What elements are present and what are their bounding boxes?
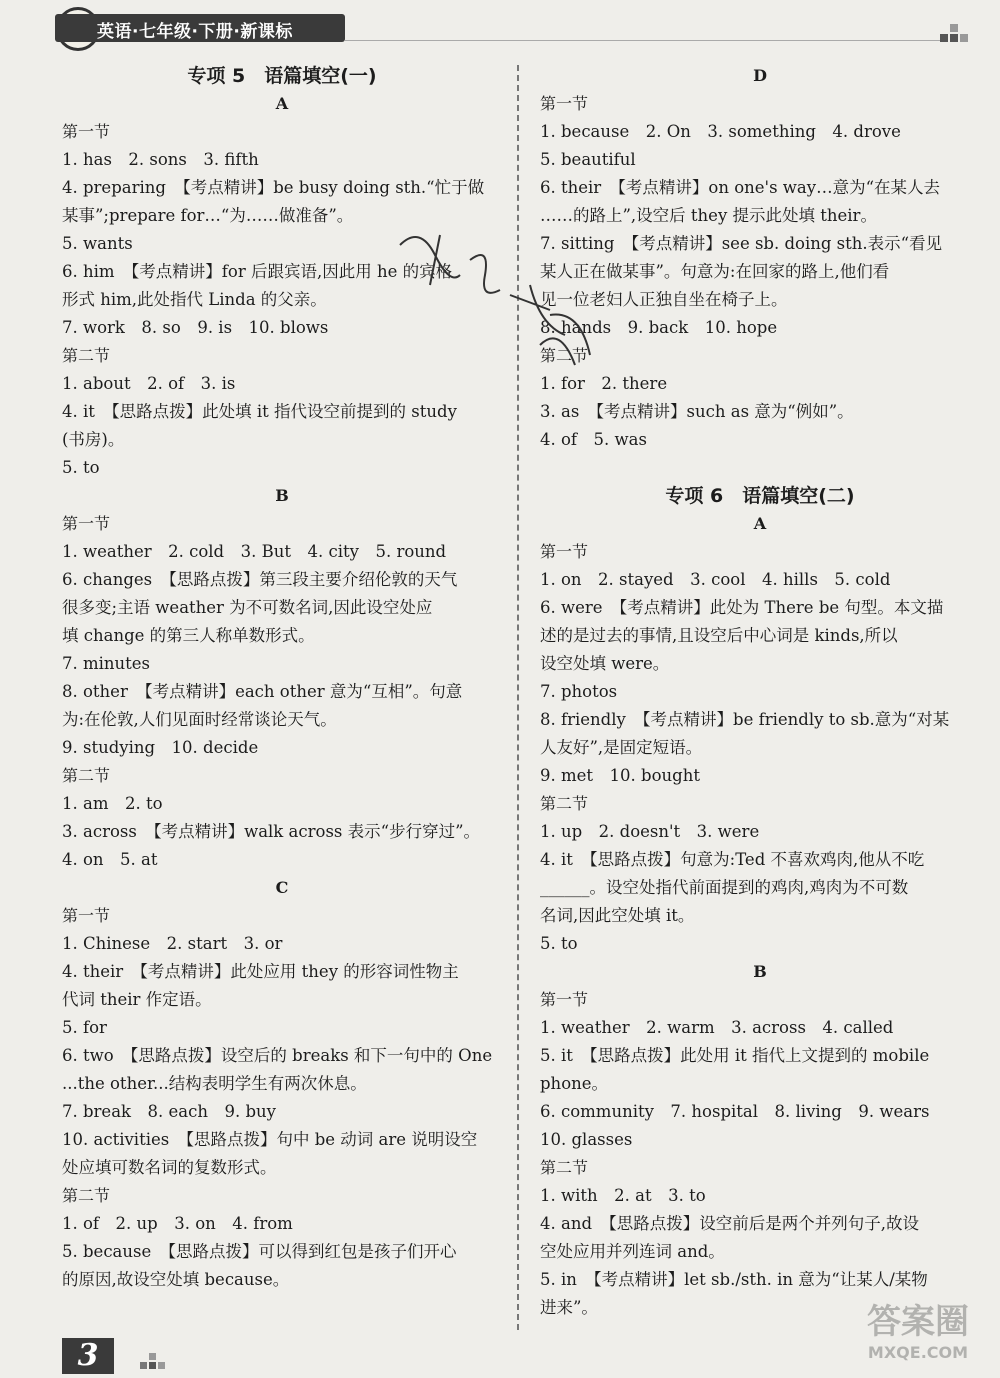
watermark-logo-text: 答案圈	[867, 1302, 969, 1342]
passage-letter: B	[753, 962, 767, 981]
part-heading: 第二节	[540, 1158, 589, 1177]
answer-line: 4. of 5. was	[540, 430, 647, 449]
answer-line: 1. on 2. stayed 3. cool 4. hills 5. cold	[540, 570, 891, 589]
answer-line: 述的是过去的事情,且设空后中心词是 kinds,所以	[540, 626, 898, 645]
answer-line: 5. wants	[62, 234, 133, 253]
answer-line: 1. for 2. there	[540, 374, 668, 393]
answer-line: 见一位老妇人正独自坐在椅子上。	[540, 290, 788, 309]
answer-line: 的原因,故设空处填 because。	[62, 1270, 290, 1289]
part-heading: 第一节	[62, 906, 111, 925]
answer-line: 8. other 【考点精讲】each other 意为“互相”。句意	[62, 682, 463, 701]
answer-line: 1. up 2. doesn't 3. were	[540, 822, 760, 841]
answer-line: 3. across 【考点精讲】walk across 表示“步行穿过”。	[62, 822, 481, 841]
answer-line: 4. on 5. at	[62, 850, 158, 869]
answer-line: 7. sitting 【考点精讲】see sb. doing sth.表示“看见	[540, 234, 943, 253]
page-number: 3	[62, 1338, 114, 1374]
handwriting-scribble	[390, 215, 610, 375]
answer-line: 5. because 【思路点拨】可以得到红包是孩子们开心	[62, 1242, 457, 1261]
answer-line: 1. weather 2. cold 3. But 4. city 5. round	[62, 542, 447, 561]
answer-line: 3. as 【考点精讲】such as 意为“例如”。	[540, 402, 854, 421]
answer-line: 10. activities 【思路点拨】句中 be 动词 are 说明设空	[62, 1130, 478, 1149]
answer-line: 很多变;主语 weather 为不可数名词,因此设空处应	[62, 598, 433, 617]
passage-letter: D	[753, 66, 767, 85]
answer-line: ……的路上”,设空后 they 提示此处填 their。	[540, 206, 877, 225]
answer-line: 5. beautiful	[540, 150, 636, 169]
part-heading: 第二节	[62, 766, 111, 785]
spacer	[540, 454, 980, 482]
part-heading: 第二节	[62, 346, 111, 365]
answer-line: ...the other...结构表明学生有两次休息。	[62, 1074, 367, 1093]
answer-line: phone。	[540, 1074, 609, 1093]
section-title: 专项 6 语篇填空(二)	[665, 485, 855, 507]
answer-line: 5. for	[62, 1018, 107, 1037]
answer-line: 9. met 10. bought	[540, 766, 700, 785]
answer-line: 1. because 2. On 3. something 4. drove	[540, 122, 901, 141]
header-rule	[345, 40, 940, 41]
answer-line: 1. has 2. sons 3. fifth	[62, 150, 259, 169]
answer-line: 为:在伦敦,人们见面时经常谈论天气。	[62, 710, 337, 729]
answer-line: 6. community 7. hospital 8. living 9. wears	[540, 1102, 930, 1121]
answer-line: 5. it 【思路点拨】此处用 it 指代上文提到的 mobile	[540, 1046, 930, 1065]
part-heading: 第二节	[540, 794, 589, 813]
answer-line: 某事”;prepare for…“为……做准备”。	[62, 206, 354, 225]
passage-letter: A	[753, 514, 767, 533]
answer-line: 4. preparing 【考点精讲】be busy doing sth.“忙于做	[62, 178, 485, 197]
answer-line: 某人正在做某事”。句意为:在回家的路上,他们看	[540, 262, 890, 281]
answer-line: 5. in 【考点精讲】let sb./sth. in 意为“让某人/某物	[540, 1270, 928, 1289]
watermark	[848, 1302, 988, 1370]
answer-line: 1. of 2. up 3. on 4. from	[62, 1214, 293, 1233]
passage-letter: C	[275, 878, 289, 897]
passage-letter: A	[275, 94, 289, 113]
answer-line: 代词 their 作定语。	[62, 990, 212, 1009]
answer-line: 1. am 2. to	[62, 794, 163, 813]
answer-line: 空处应用并列连词 and。	[540, 1242, 725, 1261]
answer-line: 6. two 【思路点拨】设空后的 breaks 和下一句中的 One	[62, 1046, 493, 1065]
answer-line: 1. with 2. at 3. to	[540, 1186, 706, 1205]
part-heading: 第一节	[540, 990, 589, 1009]
answer-line: 填 change 的第三人称单数形式。	[62, 626, 315, 645]
answer-line: 1. weather 2. warm 3. across 4. called	[540, 1018, 894, 1037]
answer-line: 处应填可数名词的复数形式。	[62, 1158, 277, 1177]
part-heading: 第二节	[62, 1186, 111, 1205]
answer-line: 5. to	[540, 934, 578, 953]
answer-line: 6. their 【考点精讲】on one's way…意为“在某人去	[540, 178, 941, 197]
answer-line: 6. him 【考点精讲】for 后跟宾语,因此用 he 的宾格	[62, 262, 453, 281]
answer-line: (书房)。	[62, 430, 125, 449]
answer-line: 8. friendly 【考点精讲】be friendly to sb.意为“对某	[540, 710, 950, 729]
answer-line: 4. it 【思路点拨】句意为:Ted 不喜欢鸡肉,他从不吃	[540, 850, 925, 869]
answer-line: 9. studying 10. decide	[62, 738, 259, 757]
answer-line: 4. and 【思路点拨】设空前后是两个并列句子,故设	[540, 1214, 920, 1233]
answer-line: 8. hands 9. back 10. hope	[540, 318, 778, 337]
watermark-url: MXQE.COM	[867, 1343, 969, 1362]
answer-line: 4. their 【考点精讲】此处应用 they 的形容词性物主	[62, 962, 459, 981]
answer-line: 进来”。	[540, 1298, 598, 1317]
answer-line: 形式 him,此处指代 Linda 的父亲。	[62, 290, 327, 309]
passage-letter: B	[275, 486, 289, 505]
answer-line: 7. minutes	[62, 654, 151, 673]
answer-line: 4. it 【思路点拨】此处填 it 指代设空前提到的 study	[62, 402, 457, 421]
answer-line: 7. work 8. so 9. is 10. blows	[62, 318, 329, 337]
part-heading: 第一节	[62, 514, 111, 533]
answer-line: 设空处填 were。	[540, 654, 670, 673]
part-heading: 第一节	[540, 542, 589, 561]
answer-line: ______。设空处指代前面提到的鸡肉,鸡肉为不可数	[540, 878, 909, 897]
part-heading: 第一节	[540, 94, 589, 113]
answer-line: 人友好”,是固定短语。	[540, 738, 703, 757]
answer-line: 1. about 2. of 3. is	[62, 374, 236, 393]
answer-line: 名词,因此空处填 it。	[540, 906, 695, 925]
header-band	[55, 14, 345, 42]
answer-line: 7. photos	[540, 682, 618, 701]
answer-line: 6. were 【考点精讲】此处为 There be 句型。本文描	[540, 598, 944, 617]
answer-line: 5. to	[62, 458, 100, 477]
answer-line: 1. Chinese 2. start 3. or	[62, 934, 283, 953]
book-title: 英语·七年级·下册·新课标	[97, 22, 293, 42]
part-heading: 第一节	[62, 122, 111, 141]
answer-line: 6. changes 【思路点拨】第三段主要介绍伦敦的天气	[62, 570, 458, 589]
section-title: 专项 5 语篇填空(一)	[187, 65, 377, 87]
answer-line: 10. glasses	[540, 1130, 633, 1149]
answer-line: 7. break 8. each 9. buy	[62, 1102, 276, 1121]
part-heading: 第二节	[540, 346, 589, 365]
